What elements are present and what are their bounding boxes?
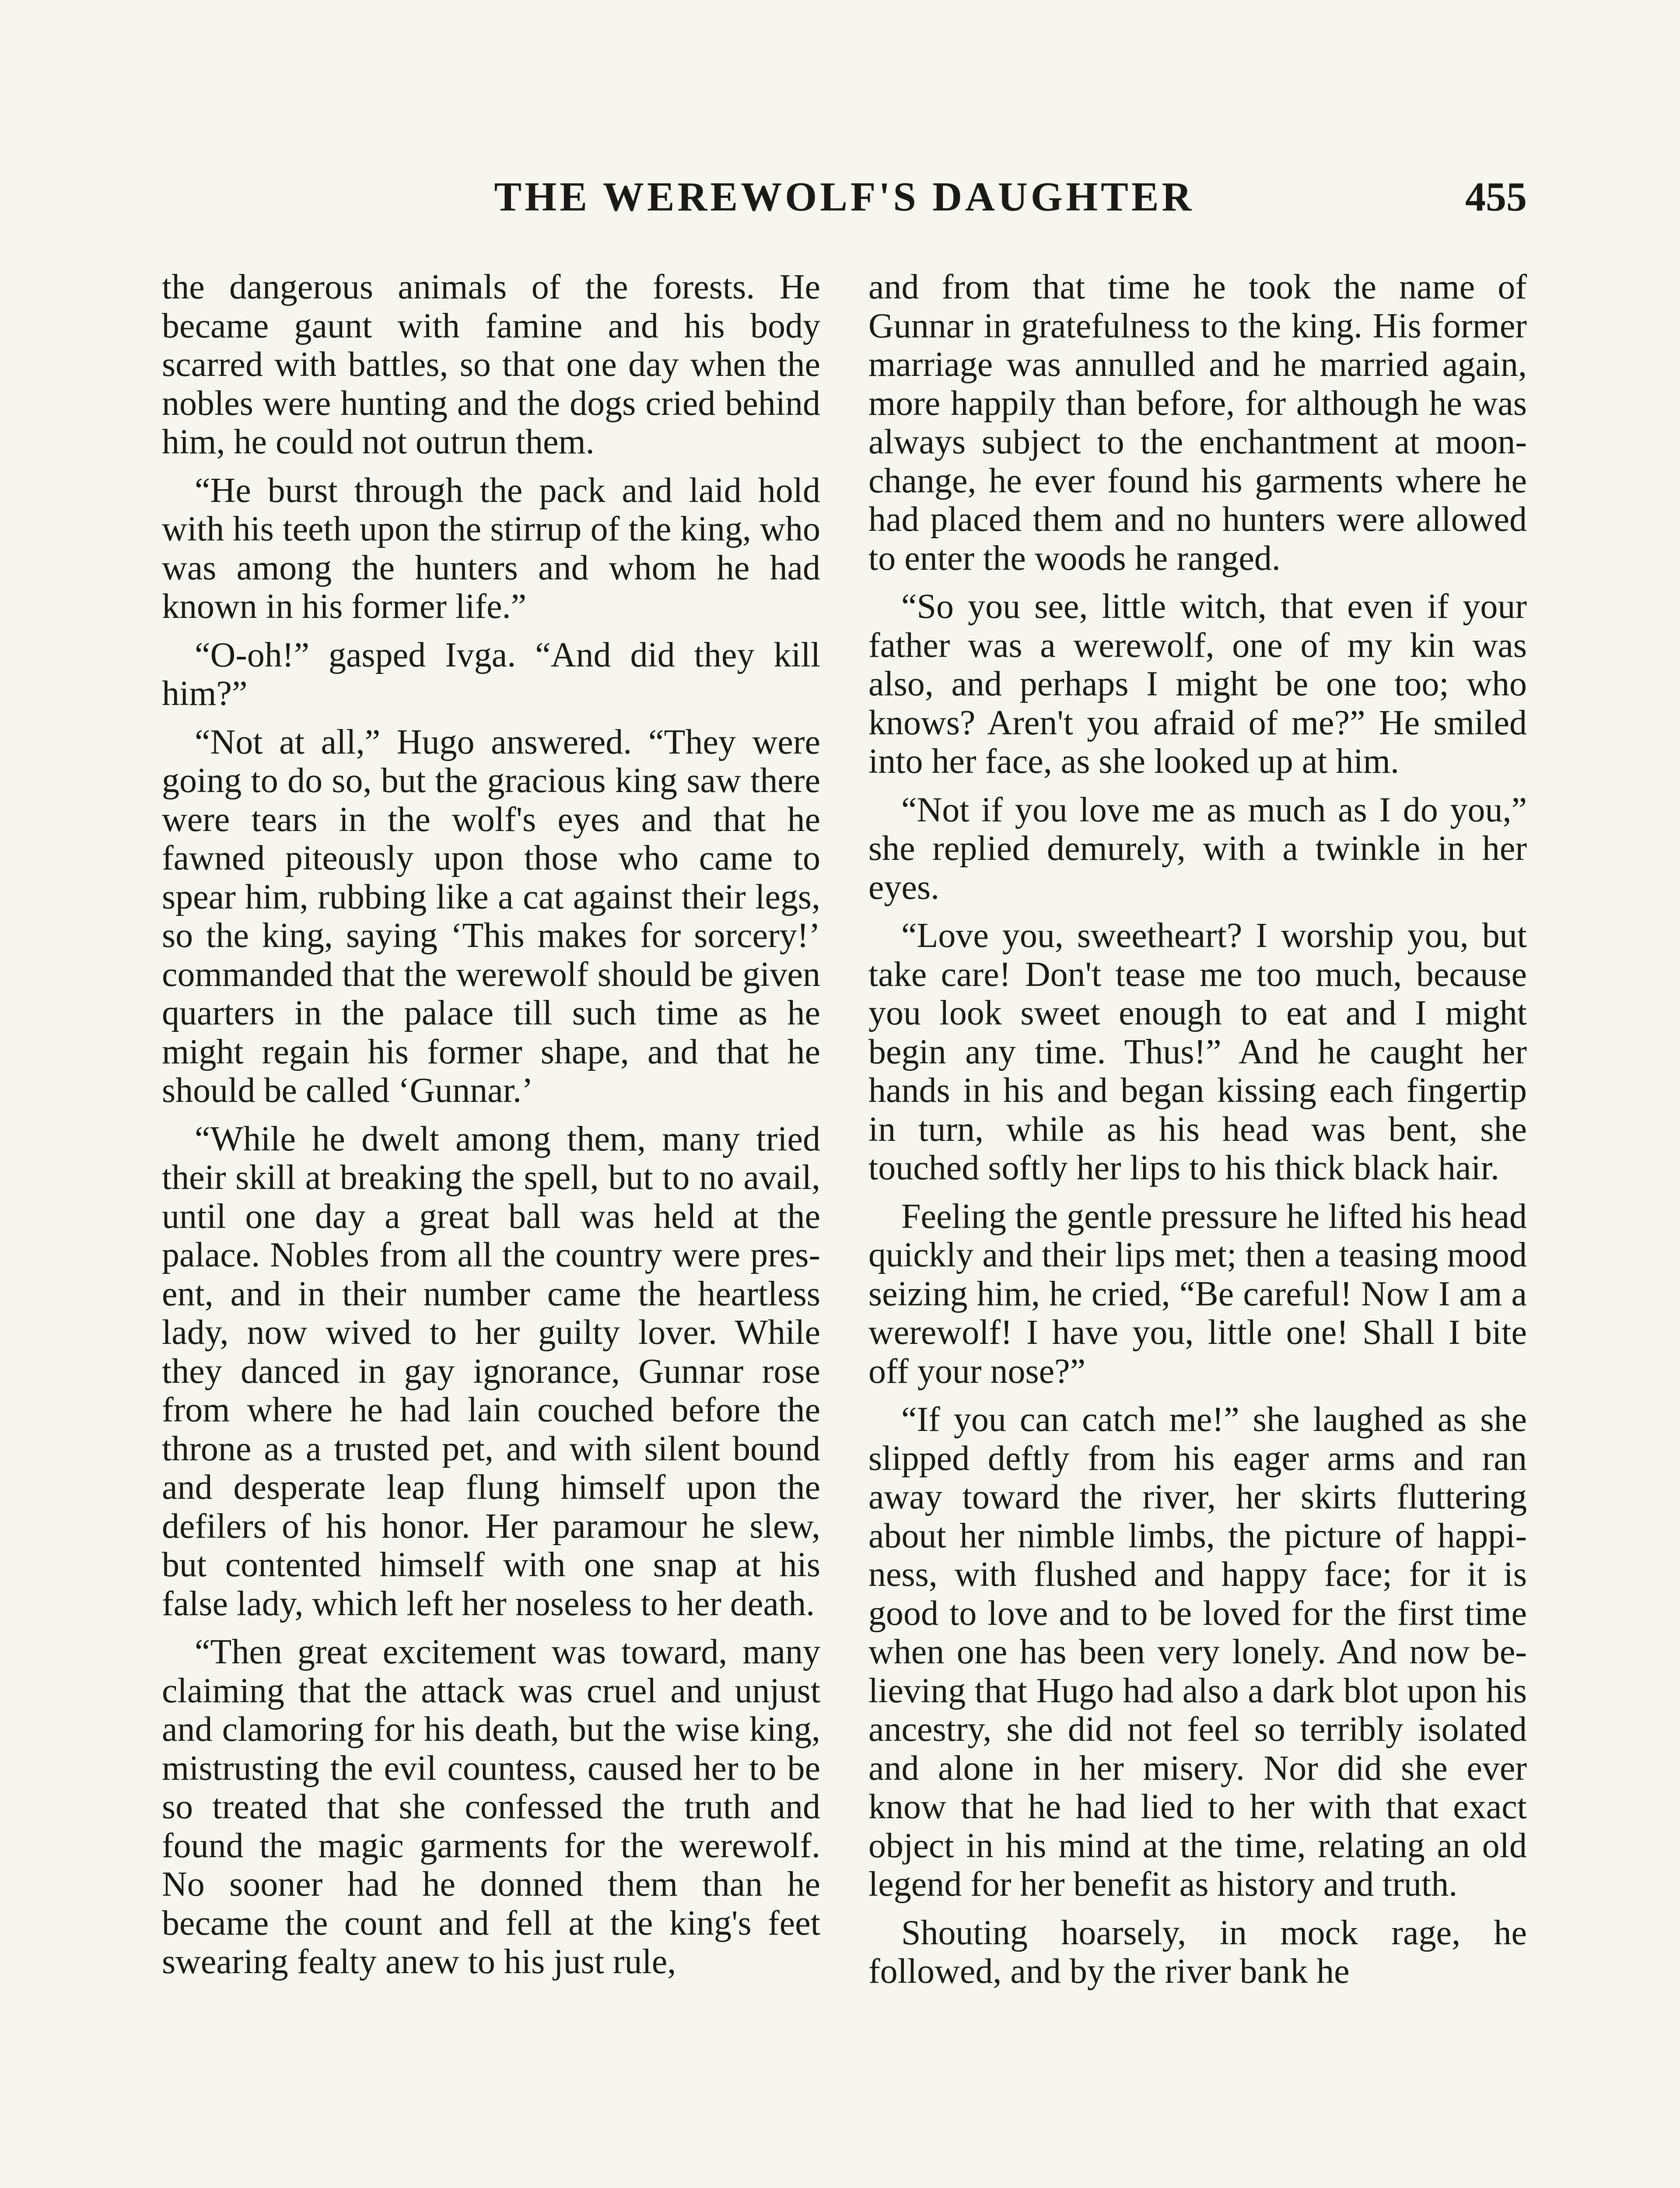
paragraph: “Not if you love me as much as I do you,” she replied demurely, with a twinkle in her eyes. bbox=[868, 790, 1527, 907]
paragraph: “O-oh!” gasped Ivga. “And did they kill him?” bbox=[162, 635, 820, 713]
left-column bbox=[162, 268, 820, 1991]
running-head bbox=[162, 168, 1527, 225]
right-column bbox=[868, 268, 1527, 2001]
paragraph: “While he dwelt among them, many tried their skill at breaking the spell, but to no avail, until one day a great ball was held at the palace. Nobles from all the country were present, and in their number came the heartless lady, now wived to her guilty lover. While they danced in gay ignorance, Gunnar rose from where he had lain couched before the throne as a trusted pet, and with silent bound and desperate leap flung himself upon the defilers of his honor. Her paramour he slew, but contented himself with one snap at his false lady, which left her noseless to her death. bbox=[162, 1119, 820, 1623]
paragraph: Shouting hoarsely, in mock rage, he followed, and by the river bank he bbox=[868, 1913, 1527, 1991]
running-title: THE WEREWOLF'S DAUGHTER bbox=[494, 174, 1195, 220]
paragraph: “Then great excitement was toward, many claiming that the attack was cruel and unjust and clamoring for his death, but the wise king, mistrusting the evil countess, caused her to be so treated that she confessed the truth and found the magic garments for the werewolf. No sooner had he donned them than he became the count and fell at the king's feet swearing fealty anew to his just rule, bbox=[162, 1633, 820, 1981]
paragraph: Feeling the gentle pressure he lifted his head quickly and their lips met; then a teasing mood seizing him, he cried, “Be careful! Now I am a werewolf! I have you, little one! Shall I bite off your nose?” bbox=[868, 1197, 1527, 1391]
paragraph: “If you can catch me!” she laughed as she slipped deftly from his eager arms and ran away toward the river, her skirts fluttering about her nimble limbs, the picture of happiness, with flushed and happy face; for it is good to love and to be loved for the first time when one has been very lonely. And now believing that Hugo had also a dark blot upon his ancestry, she did not feel so terribly isolated and alone in her misery. Nor did she ever know that he had lied to her with that exact object in his mind at the time, relating an old legend for her benefit as history and truth. bbox=[868, 1400, 1527, 1904]
page-number: 455 bbox=[1465, 174, 1527, 220]
paragraph: “Not at all,” Hugo answered. “They were going to do so, but the gracious king saw there were tears in the wolf's eyes and that he fawned piteously upon those who came to spear him, rubbing like a cat against their legs, so the king, saying ‘This makes for sorcery!’ commanded that the werewolf should be given quarters in the palace till such time as he might regain his former shape, and that he should be called ‘Gunnar.’ bbox=[162, 722, 820, 1110]
paragraph: “So you see, little witch, that even if your father was a werewolf, one of my kin was also, and perhaps I might be one too; who knows? Aren't you afraid of me?” He smiled into her face, as she looked up at him. bbox=[868, 587, 1527, 781]
paragraph: and from that time he took the name of Gunnar in gratefulness to the king. His former marriage was annulled and he married again, more happily than before, for although he was always subject to the enchantment at moon-change, he ever found his garments where he had placed them and no hunters were allowed to enter the woods he ranged. bbox=[868, 268, 1527, 578]
paragraph: “He burst through the pack and laid hold with his teeth upon the stirrup of the king, who was among the hunters and whom he had known in his former life.” bbox=[162, 471, 820, 626]
paragraph: the dangerous animals of the forests. He became gaunt with famine and his body scarred with battles, so that one day when the nobles were hunting and the dogs cried behind him, he could not outrun them. bbox=[162, 268, 820, 461]
paragraph: “Love you, sweetheart? I worship you, but take care! Don't tease me too much, because you look sweet enough to eat and I might begin any time. Thus!” And he caught her hands in his and began kissing each fingertip in turn, while as his head was bent, she touched softly her lips to his thick black hair. bbox=[868, 916, 1527, 1187]
